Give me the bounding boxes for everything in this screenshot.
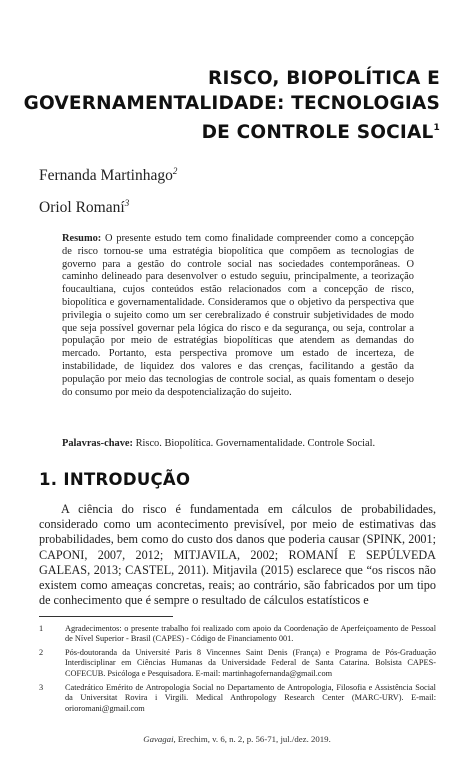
footnote-1-number: 1 <box>39 624 44 633</box>
author-2-name: Oriol Romaní <box>39 199 125 216</box>
title-footnote-marker: 1 <box>433 123 440 133</box>
footnote-2-number: 2 <box>39 648 44 657</box>
footnote-3-text: Catedrático Emérito de Antropologia Social no Departamento de Antropologia, Filosofia e Assistência Social da Universitat Rovira i Virgili. Medical Anthropology Research Center (MARC-URV). E-mail: orioromani@gmail.com <box>65 683 436 713</box>
author-2 <box>39 198 129 217</box>
footnote-divider <box>39 616 173 617</box>
title-line-3 <box>20 116 440 145</box>
journal-citation: , Erechim, v. 6, n. 2, p. 56-71, jul./dez. 2019. <box>173 734 331 744</box>
section-heading: 1. INTRODUÇÃO <box>39 470 191 489</box>
footnote-1 <box>39 624 436 645</box>
author-1-name: Fernanda Martinhago <box>39 167 173 184</box>
abstract-label: Resumo: <box>62 233 102 244</box>
abstract-text: O presente estudo tem como finalidade compreender como a concepção de risco tornou-se uma estratégia biopolítica que compõem as tecnologias de governo para a gestão do controle social nas sociedades contemporâneas. O caminho delineado para desenvolver o estudo seguiu, principalmente, a teorização foucaultiana, cujos conteúdos estão relacionados com a concepção de risco, biopolítica e governamentalidade. Consideramos que o objetivo da perspectiva que privilegia o sujeito como um ser cerebralizado é construir subjetividades de modo que seja possível governar pela lógica do risco e da segurança, ou seja, controlar a população por meio de estratégias biopolíticas que atendem as demandas do mercado. Portanto, esta perspectiva promove um estado de incerteza, de instabilidade, de liquidez dos valores e das crenças, facilitando a gestão da população por meio das tecnologias de controle social, as quais fomentam o desejo do consumo por meio da despotencialização do sujeito. <box>62 233 414 398</box>
footnote-1-text: Agradecimentos: o presente trabalho foi realizado com apoio da Coordenação de Aperfeiçoamento de Pessoal de Nível Superior - Brasil (CAPES) - Código de Financiamento 001. <box>65 624 436 644</box>
keywords <box>62 437 422 450</box>
abstract <box>62 233 414 399</box>
footnote-2 <box>39 648 436 679</box>
body-paragraph: A ciência do risco é fundamentada em cálculos de probabilidades, considerado como um acontecimento previsível, por meio de estimativas das probabilidades, bem como do custo dos danos que poderia causar (SPINK, 2001; CAPONI, 2007, 2012; MITJAVILA, 2002; ROMANÍ E SEPÚLVEDA GALEAS, 2013; CASTEL, 2011). Mitjavila (2015) esclarece que “os riscos não existem como ameaças concretas, reais; ao contrário, são fabricados por um tipo de conhecimento que é sempre o resultado de cálculos estatísticos e <box>39 502 436 608</box>
journal-name: Gavagai <box>143 734 174 744</box>
article-title <box>20 66 440 145</box>
title-line-3-text: DE CONTROLE SOCIAL <box>201 122 434 143</box>
author-1-footnote-marker: 2 <box>172 166 178 176</box>
footnote-3-number: 3 <box>39 683 44 692</box>
footnote-2-text: Pós-doutoranda da Université Paris 8 Vincennes Saint Denis (França) e Programa de Pós-Graduação Interdisciplinar em Ciências Humanas da Universidade Federal de Santa Catarina. Bolsista CAPES-COFECUB. Psicóloga e Pesquisadora. E-mail: martinhagofernanda@gmail.com <box>65 648 436 678</box>
author-1 <box>39 166 177 185</box>
keywords-text: Risco. Biopolítica. Governamentalidade. Controle Social. <box>132 438 376 449</box>
title-line-2: GOVERNAMENTALIDADE: TECNOLOGIAS <box>23 93 440 114</box>
page-footer <box>0 734 474 744</box>
footnote-3 <box>39 683 436 714</box>
title-line-1: RISCO, BIOPOLÍTICA E <box>208 68 440 89</box>
keywords-label: Palavras-chave: <box>62 438 133 449</box>
author-2-footnote-marker: 3 <box>124 198 130 208</box>
